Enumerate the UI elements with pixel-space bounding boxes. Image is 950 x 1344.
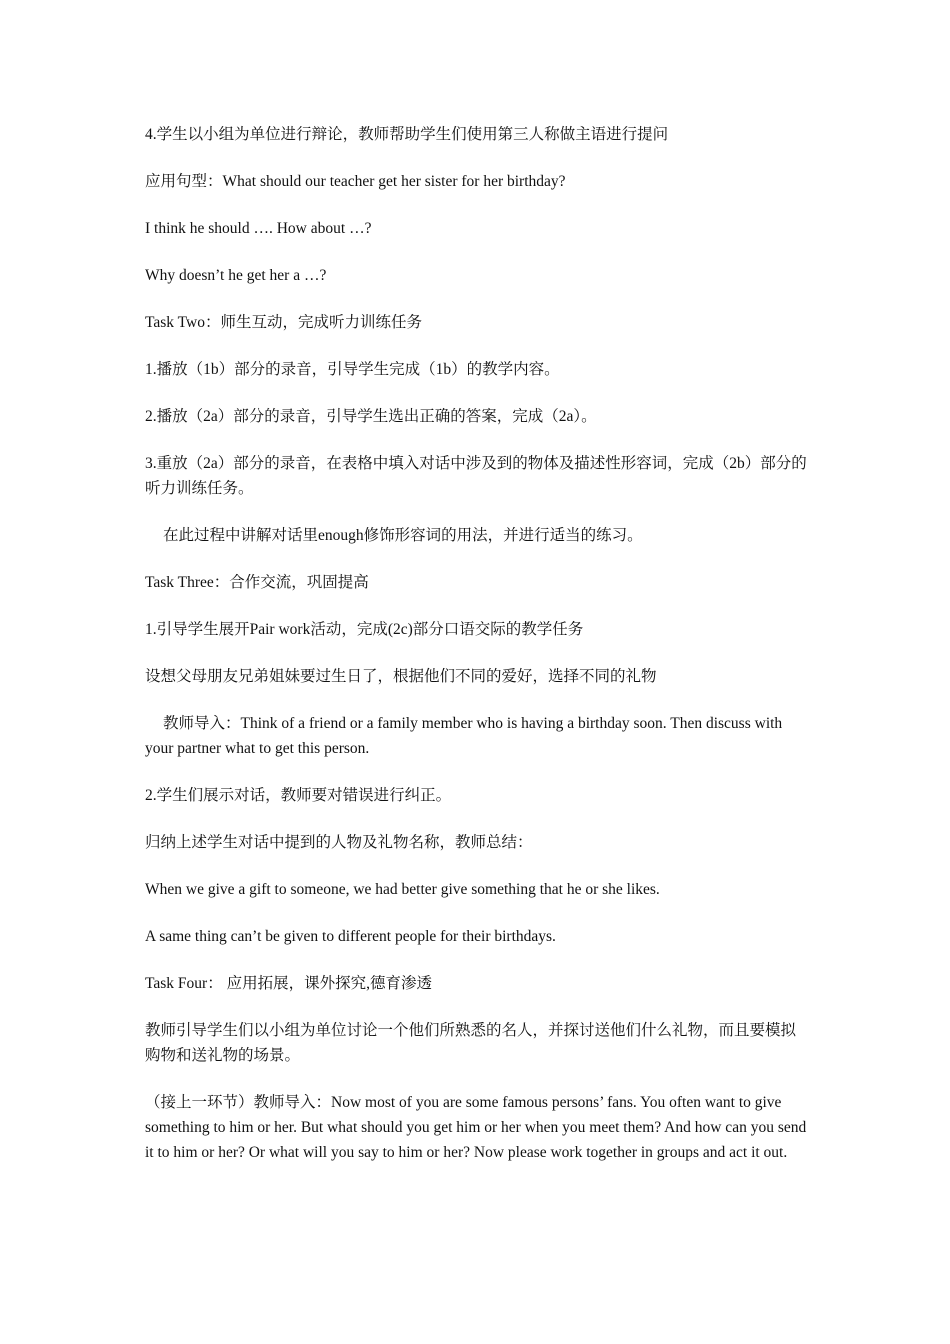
paragraph-summary-gift: When we give a gift to someone, we had better give something that he or she likes. [145,881,660,898]
paragraph-summary-same-thing: A same thing can’t be given to different people for their birthdays. [145,928,556,945]
paragraph-play-2a: 2.播放（2a）部分的录音，引导学生选出正确的答案，完成（2a）。 [145,408,597,425]
paragraph-replay-2a: 3.重放（2a）部分的录音，在表格中填入对话中涉及到的物体及描述性形容词，完成（2b）部分的听力训练任务。 [145,455,807,497]
paragraph-summary-intro: 归纳上述学生对话中提到的人物及礼物名称，教师总结： [145,834,533,851]
paragraph-famous-person: 教师引导学生们以小组为单位讨论一个他们所熟悉的名人，并探讨送他们什么礼物，而且要模拟购物和送礼物的场景。 [145,1022,797,1064]
paragraph-sentence-pattern: 应用句型：What should our teacher get her sister for her birthday? [145,173,566,190]
paragraph-teacher-intro-1: 教师导入：Think of a friend or a family member who is having a birthday soon. Then discuss with your partner what to get this person. [145,715,783,757]
paragraph-birthday-scenario: 设想父母朋友兄弟姐妹要过生日了，根据他们不同的爱好，选择不同的礼物 [145,668,657,685]
paragraph-teacher-intro-2: （接上一环节）教师导入：Now most of you are some famous persons’ fans. You often want to give something to him or her. But what should you get him or her when you meet them? And how can you send it to him or her? Or what will you say to him or her? Now please work together in groups and act it out. [145,1094,807,1161]
paragraph-enough-usage: 在此过程中讲解对话里enough修饰形容词的用法，并进行适当的练习。 [163,527,643,544]
heading-task-four: Task Four： 应用拓展，课外探究,德育渗透 [145,975,432,992]
paragraph-show-dialogue: 2.学生们展示对话，教师要对错误进行纠正。 [145,787,452,804]
paragraph-example-why-doesnt: Why doesn’t he get her a …? [145,267,327,284]
paragraph-debate-step: 4.学生以小组为单位进行辩论，教师帮助学生们使用第三人称做主语进行提问 [145,126,669,143]
paragraph-pair-work: 1.引导学生展开Pair work活动，完成(2c)部分口语交际的教学任务 [145,621,584,638]
paragraph-example-how-about: I think he should …. How about …? [145,220,372,237]
document-page [145,122,810,1187]
heading-task-two: Task Two：师生互动，完成听力训练任务 [145,314,422,331]
heading-task-three: Task Three：合作交流，巩固提高 [145,574,369,591]
paragraph-play-1b: 1.播放（1b）部分的录音，引导学生完成（1b）的教学内容。 [145,361,560,378]
